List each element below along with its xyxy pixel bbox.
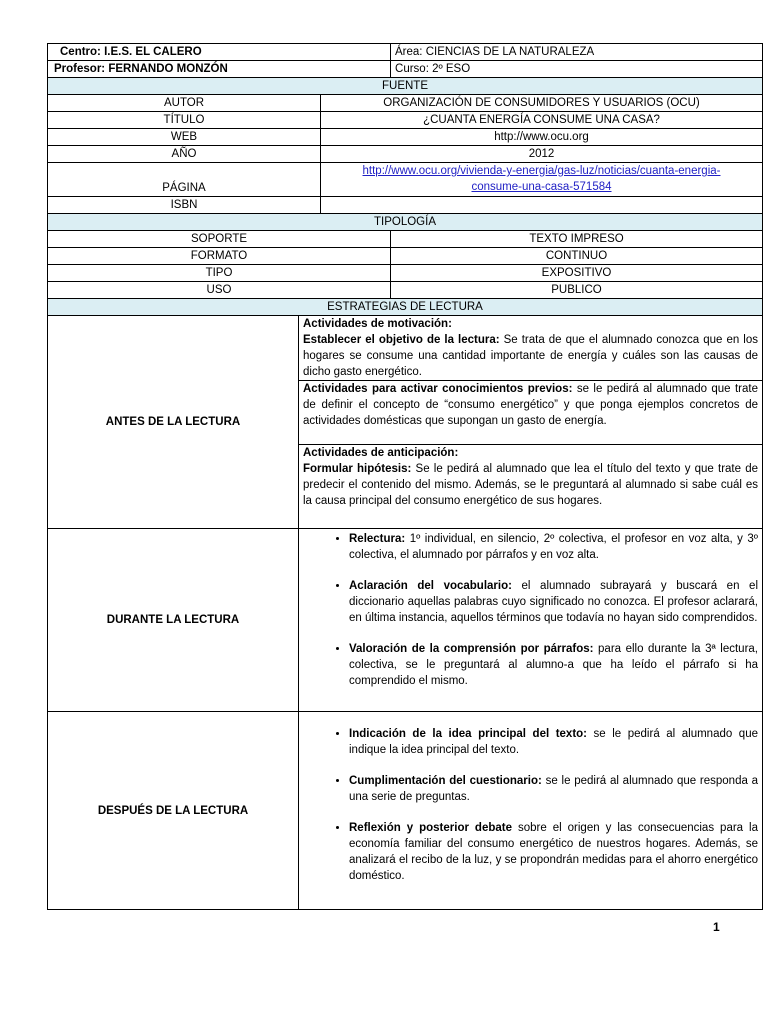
centro-cell: Centro: I.E.S. EL CALERO	[48, 44, 391, 61]
titulo-label: TÍTULO	[48, 112, 321, 129]
anticipacion-cell	[299, 445, 763, 529]
list-item: • Reflexión y posterior debate sobre el origen y las consecuencias para la economía familiar del consumo energético de nuestros hogares. Además, se analizará el recibo de la luz, y se propondrán medidas para el ahorro energético doméstico.	[349, 820, 758, 884]
ano-label: AÑO	[48, 146, 321, 163]
pagina-link[interactable]: http://www.ocu.org/vivienda-y-energia/gas-luz/noticias/cuanta-energia- consume-una-casa-571584	[362, 165, 721, 193]
header-row	[48, 61, 763, 78]
uso-value: PUBLICO	[391, 282, 763, 299]
list-item: • Relectura: 1º individual, en silencio, 2º colectiva, el profesor en voz alta, y 3º colectiva, el alumnado por párrafos y en voz alta.	[349, 531, 758, 563]
table-row	[48, 282, 763, 299]
table-row	[48, 163, 763, 197]
anticipacion-text: Formular hipótesis: Se le pedirá al alumnado que lea el título del texto y que trate de predecir el contenido del mismo. Además, se le preguntará al alumnado si sabe cuál es la causa principal del consumo energético de sus hogares.	[303, 463, 759, 507]
table-row	[48, 112, 763, 129]
titulo-value: ¿CUANTA ENERGÍA CONSUME UNA CASA?	[321, 112, 763, 129]
section-band-fuente	[48, 78, 763, 95]
web-label: WEB	[48, 129, 321, 146]
table-row	[48, 95, 763, 112]
list-item: • Indicación de la idea principal del texto: se le pedirá al alumnado que indique la idea principal del texto.	[349, 726, 758, 758]
document-page	[47, 43, 762, 910]
reading-sheet-table	[47, 43, 763, 910]
area-cell: Área: CIENCIAS DE LA NATURALEZA	[391, 44, 763, 61]
motivacion-title: Actividades de motivación:	[303, 318, 452, 330]
soporte-value: TEXTO IMPRESO	[391, 231, 763, 248]
despues-list	[303, 726, 758, 884]
previos-text: se le pedirá al alumnado que trate de definir el concepto de “consumo energético” y que ponga ejemplos concretos de actividades domésticas que supongan un gasto de energía.	[303, 383, 759, 427]
section-band-estrategias	[48, 299, 763, 316]
curso-cell: Curso: 2º ESO	[391, 61, 763, 78]
durante-list	[303, 531, 758, 689]
despues-row	[48, 712, 763, 910]
web-value: http://www.ocu.org	[321, 129, 763, 146]
anticipacion-title: Actividades de anticipación:	[303, 447, 459, 459]
formato-label: FORMATO	[48, 248, 391, 265]
pagina-label: PÁGINA	[48, 163, 321, 197]
durante-row	[48, 529, 763, 712]
section-band-tipologia	[48, 214, 763, 231]
pagina-value	[321, 163, 763, 197]
list-item: • Valoración de la comprensión por párrafos: para ello durante la 3ª lectura, colectiva, se le preguntará al alumno-a que ha leído el párrafo si ha comprendido el mismo.	[349, 641, 758, 689]
ano-value: 2012	[321, 146, 763, 163]
tipo-value: EXPOSITIVO	[391, 265, 763, 282]
table-row	[48, 146, 763, 163]
tipologia-title: TIPOLOGÍA	[48, 214, 763, 231]
list-item: • Aclaración del vocabulario: el alumnado subrayará y buscará en el diccionario aquellas palabras cuyo significado no conozca. El profesor aclarará, en última instancia, aquellos términos que todavía no hayan sido comprendidos.	[349, 578, 758, 626]
list-item: • Cumplimentación del cuestionario: se le pedirá al alumnado que responda a una serie de preguntas.	[349, 773, 758, 805]
antes-row-motivacion	[48, 316, 763, 381]
table-row	[48, 231, 763, 248]
previos-title: Actividades para activar conocimientos previos:	[303, 383, 573, 395]
isbn-label: ISBN	[48, 197, 321, 214]
header-row	[48, 44, 763, 61]
autor-value: ORGANIZACIÓN DE CONSUMIDORES Y USUARIOS (OCU)	[321, 95, 763, 112]
tipo-label: TIPO	[48, 265, 391, 282]
fuente-title: FUENTE	[48, 78, 763, 95]
durante-label: DURANTE LA LECTURA	[48, 529, 299, 712]
table-row	[48, 197, 763, 214]
profesor-cell: Profesor: FERNANDO MONZÓN	[48, 61, 391, 78]
motivacion-cell	[299, 316, 763, 381]
previos-cell	[299, 381, 763, 445]
uso-label: USO	[48, 282, 391, 299]
antes-label: ANTES DE LA LECTURA	[48, 316, 299, 529]
despues-label: DESPUÉS DE LA LECTURA	[48, 712, 299, 910]
page-number: 1	[713, 920, 720, 934]
table-row	[48, 129, 763, 146]
despues-cell	[299, 712, 763, 910]
autor-label: AUTOR	[48, 95, 321, 112]
isbn-value	[321, 197, 763, 214]
motivacion-text: Establecer el objetivo de la lectura: Se trata de que el alumnado conozca que en los hogares se consume una cantidad importante de energía y cuáles son las causas de dicho gasto energético.	[303, 334, 759, 378]
soporte-label: SOPORTE	[48, 231, 391, 248]
formato-value: CONTINUO	[391, 248, 763, 265]
table-row	[48, 248, 763, 265]
table-row	[48, 265, 763, 282]
estrategias-title: ESTRATEGIAS DE LECTURA	[48, 299, 763, 316]
durante-cell	[299, 529, 763, 712]
